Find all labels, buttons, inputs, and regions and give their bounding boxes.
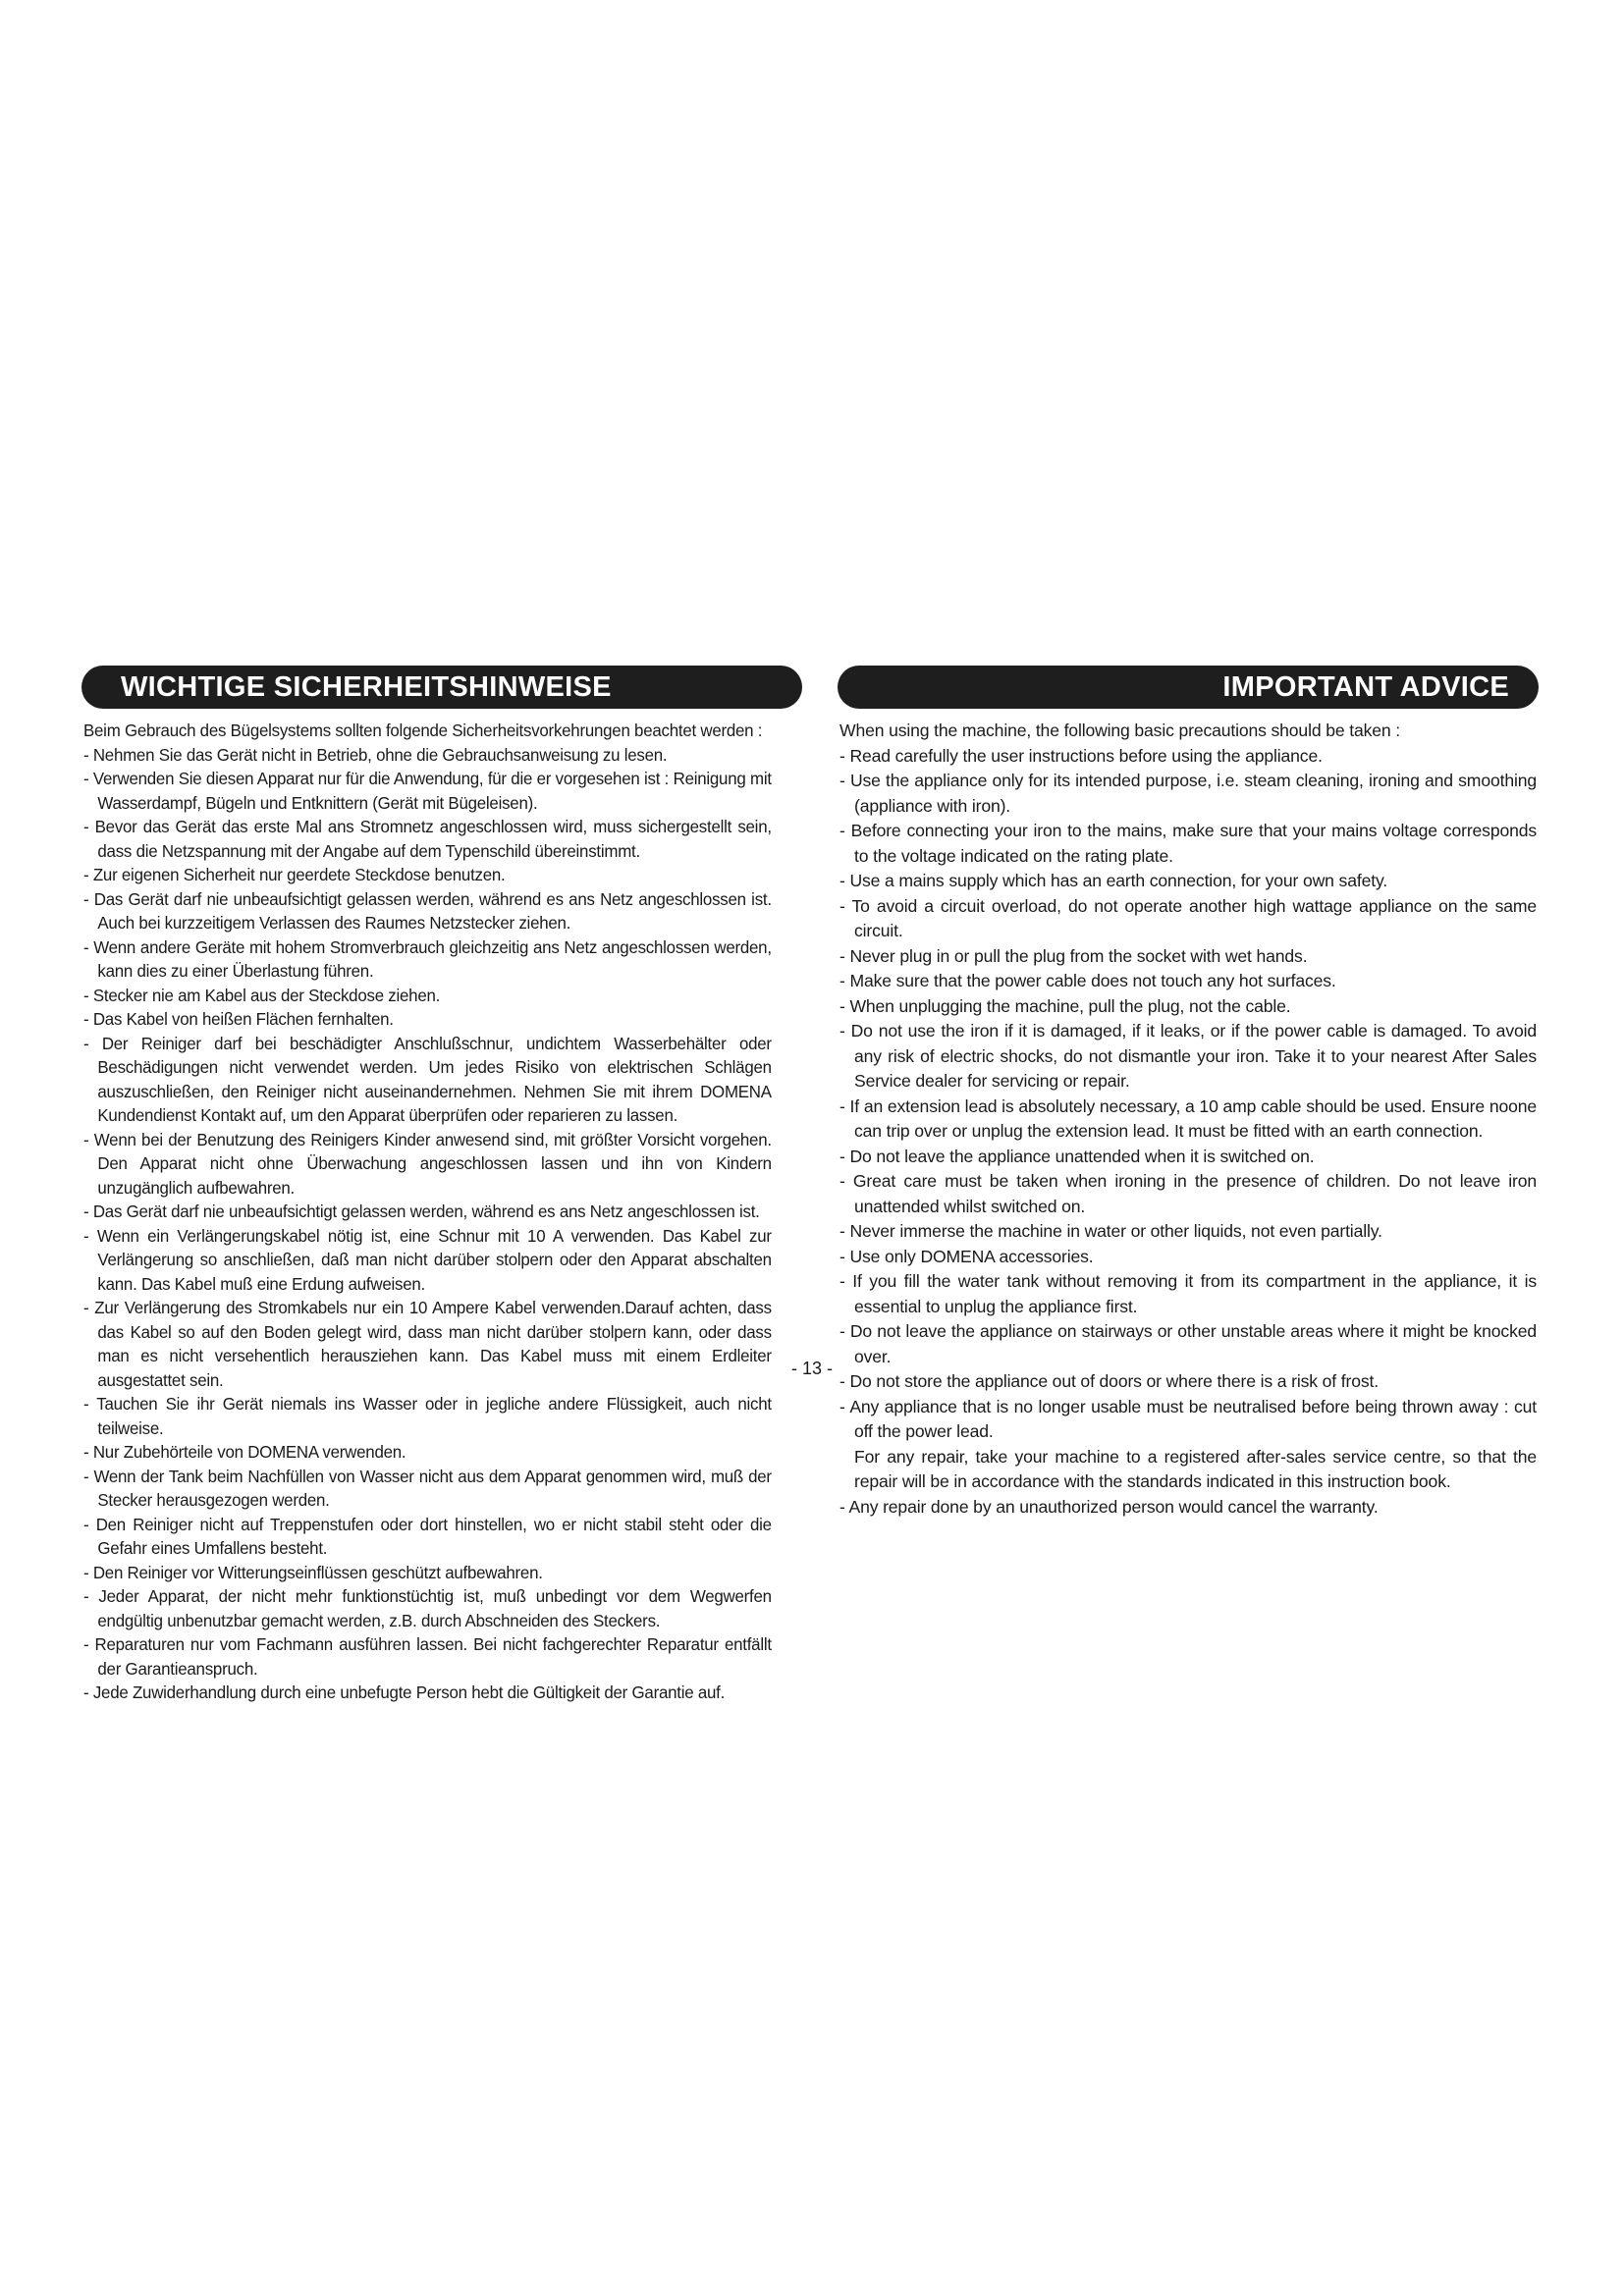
list-item: - Den Reiniger vor Witterungseinflüssen geschützt aufbewahren. — [83, 1561, 772, 1585]
list-item: - Never immerse the machine in water or other liquids, not even partially. — [839, 1219, 1537, 1245]
list-item: - If an extension lead is absolutely necessary, a 10 amp cable should be used. Ensure noone can trip over or unplug the extension lead. It must be fitted with an earth connection. — [839, 1095, 1537, 1145]
list-item: - Any appliance that is no longer usable must be neutralised before being thrown away : cut off the power lead. — [839, 1395, 1537, 1445]
list-item: - Wenn ein Verlängerungskabel nötig ist, eine Schnur mit 10 A verwenden. Das Kabel zur Verlängerung so anschließen, daß man nicht darüber stolpern oder den Apparat abschalten kann. Das Kabel muß eine Erdung aufweisen. — [83, 1224, 772, 1297]
list-item: - Reparaturen nur vom Fachmann ausführen lassen. Bei nicht fachgerechter Reparatur entfällt der Garantieanspruch. — [83, 1632, 772, 1681]
list-item: - Read carefully the user instructions before using the appliance. — [839, 744, 1537, 770]
list-item: - Jede Zuwiderhandlung durch eine unbefugte Person hebt die Gültigkeit der Garantie auf. — [83, 1681, 772, 1705]
list-item: - Do not store the appliance out of doors or where there is a risk of frost. — [839, 1369, 1537, 1395]
list-item: - When unplugging the machine, pull the plug, not the cable. — [839, 994, 1537, 1020]
list-item: - Wenn der Tank beim Nachfüllen von Wasser nicht aus dem Apparat genommen wird, muß der Stecker herausgezogen werden. — [83, 1465, 772, 1513]
list-item: - Never plug in or pull the plug from the socket with wet hands. — [839, 944, 1537, 970]
english-advice-list — [839, 744, 1537, 1521]
list-item: - If you fill the water tank without removing it from its compartment in the appliance, it is essential to unplug the appliance first. — [839, 1269, 1537, 1319]
list-item: - Den Reiniger nicht auf Treppenstufen oder dort hinstellen, wo er nicht stabil steht oder die Gefahr eines Umfallens besteht. — [83, 1513, 772, 1561]
list-item: - Zur eigenen Sicherheit nur geerdete Steckdose benutzen. — [83, 863, 772, 887]
list-item: - Zur Verlängerung des Stromkabels nur ein 10 Ampere Kabel verwenden.Darauf achten, dass das Kabel so auf den Boden gelegt wird, dass man nicht darüber stolpern kann, oder dass man es nicht versehentlich herausziehen kann. Das Kabel muss mit einem Erdleiter ausgestattet sein. — [83, 1296, 772, 1392]
german-intro: Beim Gebrauch des Bügelsystems sollten folgende Sicherheitsvorkehrungen beachtet werden : — [83, 721, 763, 740]
list-item: - Before connecting your iron to the mains, make sure that your mains voltage corresponds to the voltage indicated on the rating plate. — [839, 819, 1537, 869]
list-item: - Tauchen Sie ihr Gerät niemals ins Wasser oder in jegliche andere Flüssigkeit, auch nicht teilweise. — [83, 1392, 772, 1440]
list-item: - Make sure that the power cable does not touch any hot surfaces. — [839, 969, 1537, 994]
list-item: - Do not use the iron if it is damaged, if it leaks, or if the power cable is damaged. To avoid any risk of electric shocks, do not dismantle your iron. Take it to your nearest After Sales Service dealer for servicing or repair. — [839, 1019, 1537, 1095]
german-section-header: WICHTIGE SICHERHEITSHINWEISE — [83, 667, 800, 707]
list-item: - Das Gerät darf nie unbeaufsichtigt gelassen werden, während es ans Netz angeschlossen ist. Auch bei kurzzeitigem Verlassen des Raumes Netzstecker ziehen. — [83, 887, 772, 935]
german-advice-list — [83, 743, 772, 1705]
list-item: - Use the appliance only for its intended purpose, i.e. steam cleaning, ironing and smoothing (appliance with iron). — [839, 769, 1537, 819]
list-item: - Stecker nie am Kabel aus der Steckdose ziehen. — [83, 984, 772, 1008]
list-item: - Use only DOMENA accessories. — [839, 1245, 1537, 1270]
list-item: - Verwenden Sie diesen Apparat nur für die Anwendung, für die er vorgesehen ist : Reinigung mit Wasserdampf, Bügeln und Entknittern (Gerät mit Bügeleisen). — [83, 767, 772, 815]
german-body — [83, 719, 772, 1705]
english-section-header: IMPORTANT ADVICE — [839, 667, 1537, 707]
list-item: - Nehmen Sie das Gerät nicht in Betrieb, ohne die Gebrauchsanweisung zu lesen. — [83, 743, 772, 768]
list-item: - Wenn bei der Benutzung des Reinigers Kinder anwesend sind, mit größter Vorsicht vorgehen. Den Apparat nicht ohne Überwachung angeschlossen lassen und ihn von Kindern unzugänglich aufbewahren. — [83, 1128, 772, 1201]
list-item: - Wenn andere Geräte mit hohem Stromverbrauch gleichzeitig ans Netz angeschlossen werden, kann dies zu einer Überlastung führen. — [83, 935, 772, 984]
english-repair-note: For any repair, take your machine to a registered after-sales service centre, so that the repair will be in accordance with the standards indicated in this instruction book. — [854, 1446, 1537, 1491]
list-item: - Nur Zubehörteile von DOMENA verwenden. — [83, 1440, 772, 1465]
list-item: - Do not leave the appliance on stairways or other unstable areas where it might be knocked over. — [839, 1319, 1537, 1369]
english-intro: When using the machine, the following basic precautions should be taken : — [839, 721, 1400, 740]
page-number: - 13 - — [790, 1359, 833, 1378]
list-item: - Do not leave the appliance unattended when it is switched on. — [839, 1145, 1537, 1170]
list-item: - Use a mains supply which has an earth connection, for your own safety. — [839, 869, 1537, 894]
english-body — [839, 719, 1537, 1520]
list-item: - Bevor das Gerät das erste Mal ans Stromnetz angeschlossen wird, muss sichergestellt sein, dass die Netzspannung mit der Angabe auf dem Typenschild übereinstimmt. — [83, 815, 772, 863]
list-item: - Any repair done by an unauthorized person would cancel the warranty. — [839, 1495, 1537, 1521]
list-item: - Das Kabel von heißen Flächen fernhalten. — [83, 1007, 772, 1032]
list-item: - Great care must be taken when ironing in the presence of children. Do not leave iron unattended whilst switched on. — [839, 1169, 1537, 1219]
list-item: - Das Gerät darf nie unbeaufsichtigt gelassen werden, während es ans Netz angeschlossen ist. — [83, 1200, 772, 1224]
list-item: - Der Reiniger darf bei beschädigter Anschlußschnur, undichtem Wasserbehälter oder Beschädigungen nicht verwendet werden. Um jedes Risiko von elektrischen Schlägen auszuschließen, den Reiniger nicht auseinandernehmen. Nehmen Sie mit ihrem DOMENA Kundendienst Kontakt auf, um den Apparat überprüfen oder reparieren zu lassen. — [83, 1032, 772, 1128]
german-safety-section — [83, 667, 800, 1705]
list-item: - Jeder Apparat, der nicht mehr funktionstüchtig ist, muß unbedingt vor dem Wegwerfen endgültig unbenutzbar gemacht werden, z.B. durch Abschneiden des Steckers. — [83, 1584, 772, 1632]
list-item: - To avoid a circuit overload, do not operate another high wattage appliance on the same circuit. — [839, 894, 1537, 944]
english-advice-section — [839, 667, 1537, 1520]
